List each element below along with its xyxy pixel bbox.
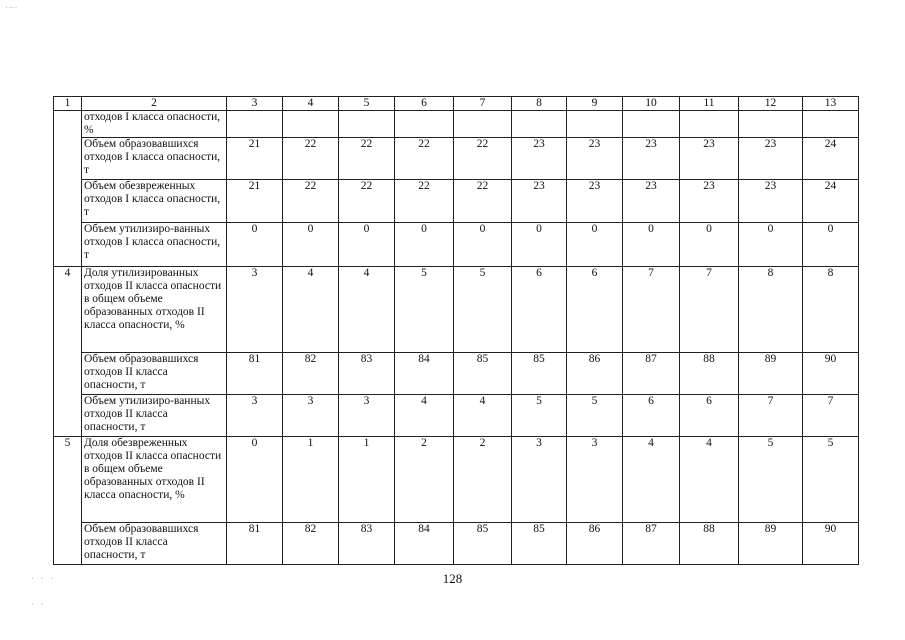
value-cell: 7 [680,267,739,353]
value-cell [454,111,512,138]
table-row [54,180,859,223]
table-row [54,437,859,523]
column-header: 10 [623,97,680,111]
value-cell: 5 [454,267,512,353]
value-cell: 0 [339,223,395,267]
value-cell: 1 [339,437,395,523]
value-cell: 0 [283,223,339,267]
column-header: 9 [567,97,623,111]
value-cell [739,111,803,138]
value-cell: 3 [567,437,623,523]
value-cell: 83 [339,523,395,565]
value-cell: 81 [227,523,283,565]
value-cell: 0 [803,223,859,267]
column-header: 7 [454,97,512,111]
value-cell: 7 [623,267,680,353]
value-cell: 6 [512,267,567,353]
table-row [54,138,859,180]
value-cell: 90 [803,353,859,395]
indicator-name-cell: Объем утилизиро-ванных отходов II класса опасности, т [82,395,227,437]
value-cell: 22 [395,180,454,223]
value-cell: 88 [680,523,739,565]
value-cell: 2 [454,437,512,523]
value-cell: 22 [339,180,395,223]
table-row [54,523,859,565]
value-cell: 85 [512,353,567,395]
value-cell: 4 [623,437,680,523]
value-cell: 7 [803,395,859,437]
value-cell: 24 [803,180,859,223]
column-header: 6 [395,97,454,111]
value-cell: 0 [227,223,283,267]
value-cell: 85 [512,523,567,565]
value-cell: 84 [395,353,454,395]
indicator-name-cell: Доля утилизированных отходов II класса опасности в общем объеме образованных отходов II класса опасности, % [82,267,227,353]
value-cell: 89 [739,353,803,395]
column-header: 1 [54,97,82,111]
value-cell: 8 [739,267,803,353]
table-row [54,353,859,395]
value-cell: 86 [567,353,623,395]
value-cell: 23 [512,138,567,180]
table-row [54,111,859,138]
value-cell: 5 [512,395,567,437]
value-cell [512,111,567,138]
value-cell: 22 [283,180,339,223]
value-cell: 4 [454,395,512,437]
row-index-cell: 5 [54,437,82,565]
column-header: 2 [82,97,227,111]
scan-artifact: · · [30,600,45,609]
value-cell: 0 [623,223,680,267]
indicator-name-cell: Объем образовавшихся отходов II класса опасности, т [82,523,227,565]
column-header: 11 [680,97,739,111]
value-cell: 23 [739,180,803,223]
row-index-cell [54,111,82,267]
value-cell: 87 [623,523,680,565]
value-cell: 22 [454,180,512,223]
indicator-name-cell: отходов I класса опасности, % [82,111,227,138]
value-cell: 0 [395,223,454,267]
value-cell [339,111,395,138]
scan-artifact: ·—· [4,3,19,12]
value-cell: 23 [680,180,739,223]
value-cell [567,111,623,138]
value-cell: 23 [623,138,680,180]
column-header: 3 [227,97,283,111]
value-cell: 87 [623,353,680,395]
indicators-table [53,96,859,565]
scan-artifact: · · · [30,574,55,583]
row-index-cell: 4 [54,267,82,437]
value-cell: 23 [567,138,623,180]
value-cell: 22 [395,138,454,180]
value-cell: 0 [680,223,739,267]
value-cell: 4 [395,395,454,437]
table-row [54,223,859,267]
value-cell: 4 [283,267,339,353]
value-cell: 85 [454,523,512,565]
value-cell: 81 [227,353,283,395]
value-cell: 3 [283,395,339,437]
value-cell: 4 [339,267,395,353]
value-cell: 84 [395,523,454,565]
value-cell: 85 [454,353,512,395]
value-cell: 23 [739,138,803,180]
value-cell: 0 [227,437,283,523]
value-cell: 5 [395,267,454,353]
indicator-name-cell: Доля обезвреженных отходов II класса опасности в общем объеме образованных отходов II класса опасности, % [82,437,227,523]
value-cell [227,111,283,138]
value-cell: 7 [739,395,803,437]
value-cell [283,111,339,138]
table-body [54,111,859,565]
page-number: 128 [442,571,463,586]
column-header: 12 [739,97,803,111]
value-cell: 4 [680,437,739,523]
value-cell: 2 [395,437,454,523]
value-cell: 24 [803,138,859,180]
value-cell: 6 [623,395,680,437]
value-cell: 23 [623,180,680,223]
value-cell: 5 [739,437,803,523]
value-cell: 22 [283,138,339,180]
value-cell: 89 [739,523,803,565]
indicator-name-cell: Объем утилизиро-ванных отходов I класса опасности, т [82,223,227,267]
value-cell: 6 [567,267,623,353]
value-cell: 21 [227,138,283,180]
value-cell: 3 [512,437,567,523]
value-cell: 3 [227,267,283,353]
value-cell: 5 [567,395,623,437]
header-row [54,97,859,111]
table-row [54,267,859,353]
value-cell: 90 [803,523,859,565]
value-cell: 1 [283,437,339,523]
value-cell: 88 [680,353,739,395]
value-cell: 22 [454,138,512,180]
value-cell: 21 [227,180,283,223]
value-cell: 82 [283,353,339,395]
column-header: 13 [803,97,859,111]
value-cell: 23 [567,180,623,223]
value-cell: 8 [803,267,859,353]
indicator-name-cell: Объем образовавшихся отходов I класса опасности, т [82,138,227,180]
value-cell: 83 [339,353,395,395]
value-cell: 3 [227,395,283,437]
value-cell [680,111,739,138]
value-cell [395,111,454,138]
value-cell [623,111,680,138]
value-cell: 22 [339,138,395,180]
value-cell: 0 [739,223,803,267]
value-cell: 86 [567,523,623,565]
value-cell: 82 [283,523,339,565]
table-row [54,395,859,437]
value-cell: 6 [680,395,739,437]
value-cell [803,111,859,138]
value-cell: 0 [512,223,567,267]
value-cell: 23 [680,138,739,180]
column-header: 4 [283,97,339,111]
value-cell: 3 [339,395,395,437]
indicator-name-cell: Объем образовавшихся отходов II класса опасности, т [82,353,227,395]
value-cell: 23 [512,180,567,223]
indicator-name-cell: Объем обезвреженных отходов I класса опасности, т [82,180,227,223]
value-cell: 0 [567,223,623,267]
value-cell: 5 [803,437,859,523]
column-header: 5 [339,97,395,111]
column-header: 8 [512,97,567,111]
value-cell: 0 [454,223,512,267]
